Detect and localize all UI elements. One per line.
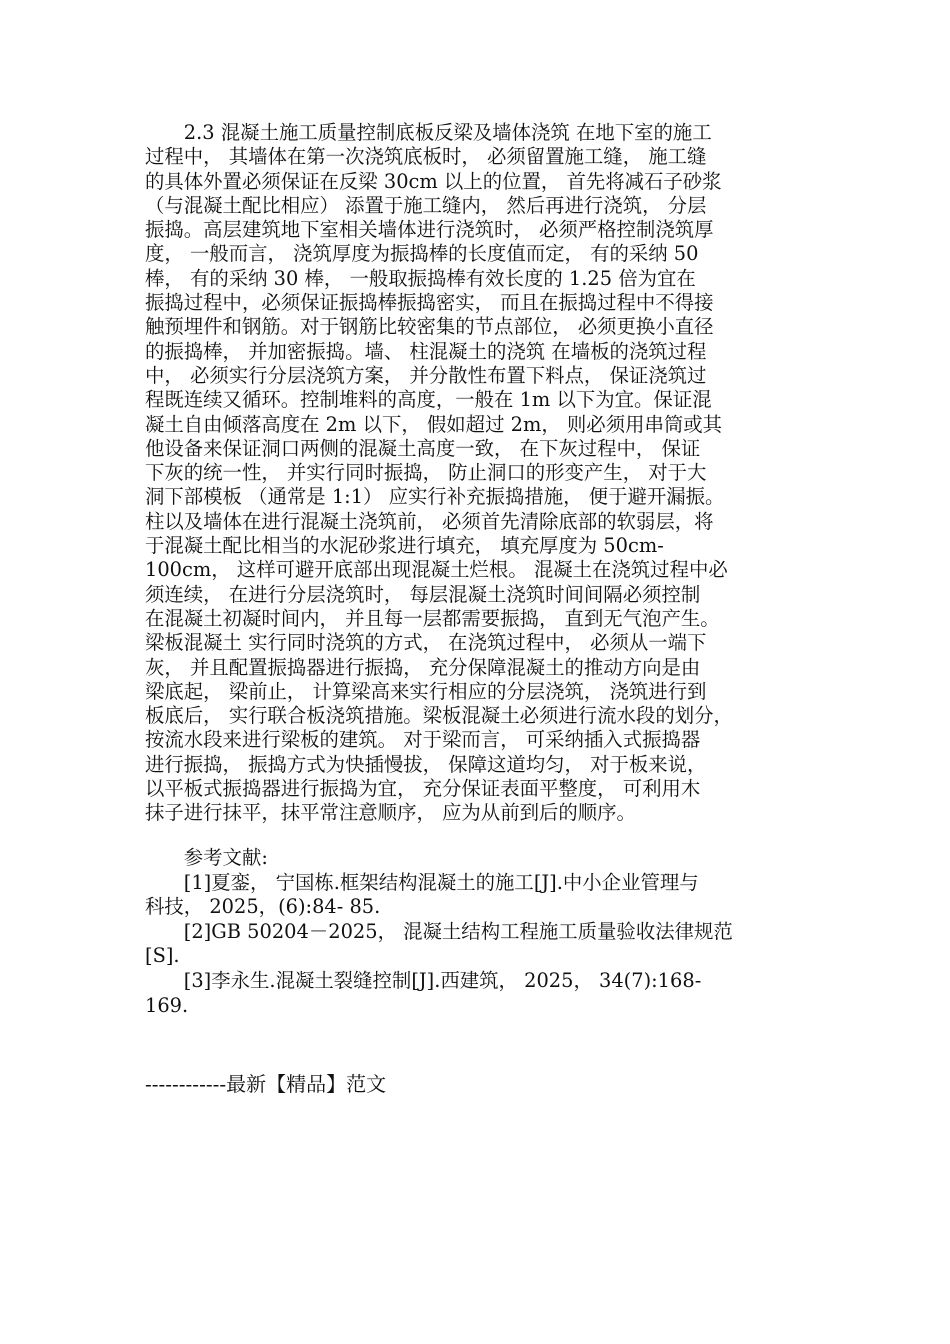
references-section (145, 846, 810, 1018)
body-line: 于混凝土配比相当的水泥砂浆进行填充， 填充厚度为 50cm- (145, 534, 664, 558)
body-line: 振捣。高层建筑地下室相关墙体进行浇筑时， 必须严格控制浇筑厚 (145, 218, 714, 242)
body-line: 在混凝土初凝时间内， 并且每一层都需要振捣， 直到无气泡产生。 (145, 606, 720, 630)
body-line: 触预埋件和钢筋。对于钢筋比较密集的节点部位， 必须更换小直径 (145, 315, 714, 339)
reference-line: 科技， 2025，(6):84- 85. (145, 895, 381, 919)
body-line: 100cm， 这样可避开底部出现混凝土烂根。 混凝土在浇筑过程中必 (145, 558, 728, 582)
body-line: 的振捣棒， 并加密振捣。墙、 柱混凝土的浇筑 在墙板的浇筑过程 (145, 339, 707, 363)
body-line: 凝土自由倾落高度在 2m 以下， 假如超过 2m， 则必须用串筒或其 (145, 412, 723, 436)
body-line: 下灰的统一性， 并实行同时振捣， 防止洞口的形变产生， 对于大 (145, 461, 707, 485)
body-line: （与混凝土配比相应） 添置于施工缝内， 然后再进行浇筑， 分层 (145, 193, 707, 217)
body-line: 按流水段来进行梁板的建筑。 对于梁而言， 可采纳插入式振捣器 (145, 728, 701, 752)
body-line: 2.3 混凝土施工质量控制底板反梁及墙体浇筑 在地下室的施工 (145, 121, 712, 144)
body-line: 洞下部模板 （通常是 1:1） 应实行补充振捣措施， 便于避开漏振。 (145, 485, 725, 509)
body-line: 梁板混凝土 实行同时浇筑的方式， 在浇筑过程中， 必须从一端下 (145, 631, 707, 655)
body-line: 振捣过程中，必须保证振捣棒振捣密实， 而且在振捣过程中不得接 (145, 291, 714, 315)
body-line: 他设备来保证洞口两侧的混凝土高度一致， 在下灰过程中， 保证 (145, 436, 701, 460)
reference-line: [3]李永生.混凝土裂缝控制[J].西建筑， 2025， 34(7):168- (145, 968, 702, 992)
body-line: 梁底起， 梁前止， 计算梁高来实行相应的分层浇筑， 浇筑进行到 (145, 679, 707, 703)
body-line: 过程中， 其墙体在第一次浇筑底板时， 必须留置施工缝， 施工缝 (145, 145, 707, 169)
reference-line: [1]夏銮， 宁国栋.框架结构混凝土的施工[J].中小企业管理与 (145, 870, 699, 894)
reference-line: [S]. (145, 944, 180, 968)
body-line: 抹子进行抹平，抹平常注意顺序， 应为从前到后的顺序。 (145, 801, 636, 825)
reference-line: 169. (145, 993, 189, 1017)
body-line: 的具体外置必须保证在反梁 30cm 以上的位置， 首先将减石子砂浆 (145, 169, 722, 193)
footer-text: ------------最新【精品】范文 (145, 1072, 387, 1096)
body-paragraph (145, 121, 810, 826)
body-line: 灰， 并且配置振捣器进行振捣， 充分保障混凝土的推动方向是由 (145, 655, 701, 679)
body-line: 进行振捣， 振捣方式为快插慢拔， 保障这道均匀， 对于板来说， (145, 752, 707, 776)
body-line: 中， 必须实行分层浇筑方案， 并分散性布置下料点， 保证浇筑过 (145, 363, 707, 387)
body-line: 柱以及墙体在进行混凝土浇筑前， 必须首先清除底部的软弱层，将 (145, 509, 714, 533)
body-line: 须连续， 在进行分层浇筑时， 每层混凝土浇筑时间间隔必须控制 (145, 582, 701, 606)
body-line: 棒， 有的采纳 30 棒， 一般取振捣棒有效长度的 1.25 倍为宜在 (145, 266, 696, 290)
body-line: 程既连续又循环。控制堆料的高度，一般在 1m 以下为宜。保证混 (145, 388, 712, 412)
reference-line: [2]GB 50204－2025， 混凝土结构工程施工质量验收法律规范 (145, 919, 733, 943)
body-line: 度， 一般而言， 浇筑厚度为振捣棒的长度值而定， 有的采纳 50 (145, 242, 699, 266)
reference-line: 参考文献: (145, 846, 268, 869)
body-line: 以平板式振捣器进行振捣为宜， 充分保证表面平整度， 可利用木 (145, 777, 701, 801)
body-line: 板底后， 实行联合板浇筑措施。梁板混凝土必须进行流水段的划分， (145, 704, 733, 728)
